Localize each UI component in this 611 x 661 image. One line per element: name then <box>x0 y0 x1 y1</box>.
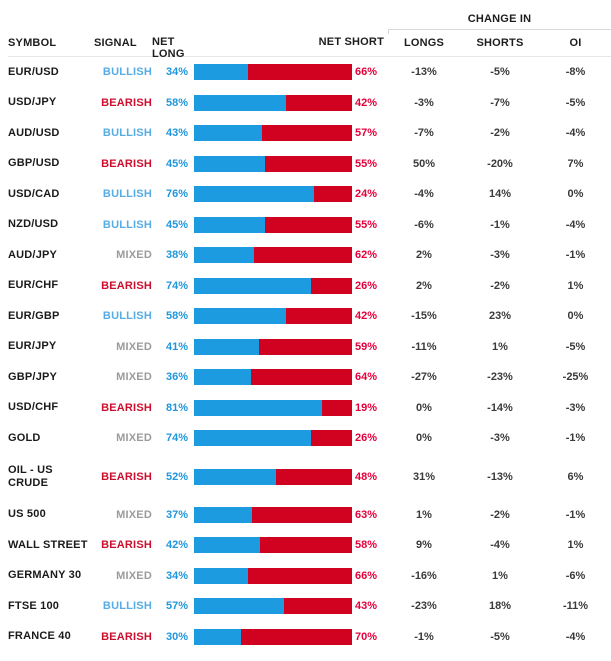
symbol-cell[interactable]: FTSE 100 <box>8 599 60 612</box>
change-shorts-value: -3% <box>490 249 510 262</box>
net-short-bar-segment <box>311 278 352 294</box>
net-short-value: 42% <box>355 310 378 323</box>
net-long-bar-segment <box>194 400 322 416</box>
net-short-value: 62% <box>355 249 378 262</box>
longs-column-header: LONGS <box>403 37 445 49</box>
symbol-cell[interactable]: EUR/JPY <box>8 340 57 353</box>
signal-cell: MIXED <box>116 249 152 262</box>
change-longs-value: -11% <box>411 340 437 353</box>
net-long-bar-segment <box>194 125 262 141</box>
change-shorts-value: 14% <box>488 188 512 201</box>
sentiment-bar <box>194 469 352 485</box>
signal-cell: MIXED <box>116 371 152 384</box>
net-long-value: 52% <box>165 470 188 483</box>
net-short-bar-segment <box>276 469 352 485</box>
change-in-label: CHANGE IN <box>467 13 532 25</box>
net-short-bar-segment <box>248 568 352 584</box>
table-row <box>8 301 611 332</box>
signal-cell: BEARISH <box>101 157 152 170</box>
signal-cell: BULLISH <box>102 310 152 323</box>
change-longs-value: -13% <box>411 66 437 79</box>
net-short-bar-segment <box>262 125 352 141</box>
net-short-column-header: NET SHORT <box>318 36 384 48</box>
symbol-cell[interactable]: US 500 <box>8 508 46 521</box>
net-long-value: 38% <box>165 249 188 262</box>
change-oi-value: 6% <box>567 470 584 483</box>
symbol-cell[interactable]: NZD/USD <box>8 218 59 231</box>
symbol-cell[interactable]: GOLD <box>8 431 41 444</box>
change-oi-value: 0% <box>567 188 584 201</box>
sentiment-bar <box>194 247 352 263</box>
sentiment-bar <box>194 598 352 614</box>
change-oi-value: -4% <box>565 630 586 643</box>
oi-column-header: OI <box>569 37 582 49</box>
net-short-bar-segment <box>314 186 352 202</box>
table-row <box>8 332 611 363</box>
net-long-bar-segment <box>194 339 259 355</box>
net-long-bar-segment <box>194 537 260 553</box>
change-oi-value: -11% <box>562 600 589 613</box>
table-row <box>8 423 611 454</box>
net-short-bar-segment <box>286 308 352 324</box>
change-longs-value: -15% <box>411 310 437 323</box>
net-long-value: 43% <box>165 127 188 140</box>
change-longs-value: 1% <box>416 508 432 521</box>
table-row <box>8 149 611 180</box>
net-short-bar-segment <box>248 64 352 80</box>
change-shorts-value: -1% <box>490 218 510 231</box>
change-longs-value: -16% <box>411 569 437 582</box>
sentiment-bar <box>194 629 352 645</box>
net-short-value: 48% <box>355 470 378 483</box>
net-long-value: 81% <box>165 401 188 414</box>
net-long-bar-segment <box>194 430 311 446</box>
table-row <box>8 88 611 119</box>
net-long-column-header: NET LONG <box>152 36 185 60</box>
net-short-value: 59% <box>355 340 378 353</box>
sentiment-bar <box>194 369 352 385</box>
net-short-bar-segment <box>241 629 352 645</box>
change-longs-value: -1% <box>414 630 434 643</box>
table-row <box>8 561 611 592</box>
change-shorts-value: -5% <box>490 630 510 643</box>
net-short-value: 19% <box>355 401 378 414</box>
net-long-bar-segment <box>194 278 311 294</box>
sentiment-bar <box>194 186 352 202</box>
change-oi-value: -4% <box>565 127 586 140</box>
change-longs-value: 31% <box>412 470 436 483</box>
change-oi-value: -25% <box>562 371 589 384</box>
net-short-value: 43% <box>355 600 378 613</box>
change-longs-value: -23% <box>411 600 437 613</box>
net-short-value: 64% <box>355 371 378 384</box>
net-short-bar-segment <box>265 156 352 172</box>
net-long-value: 45% <box>165 157 188 170</box>
net-long-value: 34% <box>165 66 188 79</box>
symbol-cell[interactable]: EUR/GBP <box>8 309 60 322</box>
change-oi-value: 7% <box>567 157 584 170</box>
net-short-bar-segment <box>259 339 352 355</box>
net-short-value: 66% <box>355 569 378 582</box>
change-in-group-header <box>388 13 611 30</box>
symbol-cell[interactable]: FRANCE 40 <box>8 630 71 643</box>
net-long-value: 74% <box>165 432 188 445</box>
net-long-value: 37% <box>165 508 188 521</box>
signal-cell: MIXED <box>116 432 152 445</box>
sentiment-bar <box>194 308 352 324</box>
net-short-value: 57% <box>355 127 378 140</box>
net-long-value: 34% <box>165 569 188 582</box>
net-short-bar-segment <box>311 430 352 446</box>
net-short-value: 70% <box>355 630 378 643</box>
net-short-value: 63% <box>355 508 378 521</box>
symbol-cell[interactable]: WALL STREET <box>8 538 88 551</box>
net-short-value: 26% <box>355 432 378 445</box>
change-longs-value: 2% <box>416 249 432 262</box>
change-longs-value: -27% <box>411 371 437 384</box>
table-row <box>8 271 611 302</box>
net-short-bar-segment <box>260 537 352 553</box>
table-row <box>8 500 611 531</box>
change-oi-value: -6% <box>565 569 586 582</box>
change-shorts-value: 23% <box>488 310 512 323</box>
change-shorts-value: -3% <box>490 432 510 445</box>
sentiment-bar <box>194 507 352 523</box>
change-longs-value: 50% <box>412 157 436 170</box>
change-oi-value: -5% <box>565 96 586 109</box>
shorts-column-header: SHORTS <box>476 37 524 49</box>
signal-cell: MIXED <box>116 569 152 582</box>
signal-cell: BEARISH <box>101 539 152 552</box>
net-long-bar-segment <box>194 629 241 645</box>
table-row <box>8 393 611 424</box>
change-longs-value: -6% <box>414 218 434 231</box>
table-row <box>8 454 611 500</box>
change-shorts-value: -2% <box>490 127 510 140</box>
net-long-value: 74% <box>165 279 188 292</box>
net-long-bar-segment <box>194 308 286 324</box>
net-short-bar-segment <box>265 217 352 233</box>
change-shorts-value: -7% <box>490 96 510 109</box>
signal-cell: BULLISH <box>102 600 152 613</box>
net-short-bar-segment <box>322 400 352 416</box>
change-shorts-value: 18% <box>488 600 512 613</box>
net-long-value: 41% <box>165 340 188 353</box>
sentiment-bar <box>194 537 352 553</box>
change-oi-value: -1% <box>565 508 586 521</box>
change-shorts-value: -13% <box>487 470 513 483</box>
table-column-header-row <box>8 30 611 60</box>
net-short-value: 55% <box>355 218 378 231</box>
net-long-bar-segment <box>194 507 252 523</box>
sentiment-bar <box>194 217 352 233</box>
symbol-cell[interactable]: USD/CAD <box>8 187 60 200</box>
symbol-cell[interactable]: EUR/USD <box>8 65 59 78</box>
change-longs-value: 2% <box>416 279 432 292</box>
signal-cell: BULLISH <box>102 218 152 231</box>
sentiment-bar <box>194 568 352 584</box>
change-shorts-value: -20% <box>487 157 513 170</box>
net-short-value: 66% <box>355 66 378 79</box>
sentiment-bar <box>194 64 352 80</box>
change-oi-value: 0% <box>567 310 584 323</box>
sentiment-bar <box>194 125 352 141</box>
net-short-value: 26% <box>355 279 378 292</box>
change-oi-value: -1% <box>565 432 586 445</box>
signal-column-header: SIGNAL <box>94 37 137 49</box>
table-row <box>8 591 611 622</box>
net-long-bar-segment <box>194 247 254 263</box>
net-long-value: 30% <box>165 630 188 643</box>
change-longs-value: 9% <box>416 539 432 552</box>
symbol-cell[interactable]: AUD/JPY <box>8 248 58 261</box>
net-short-bar-segment <box>251 369 352 385</box>
net-short-bar-segment <box>286 95 352 111</box>
change-longs-value: -4% <box>414 188 434 201</box>
change-oi-value: 1% <box>567 279 584 292</box>
signal-cell: BULLISH <box>102 66 152 79</box>
change-longs-value: -7% <box>414 127 434 140</box>
net-long-bar-segment <box>194 469 276 485</box>
net-long-bar-segment <box>194 217 265 233</box>
change-shorts-value: -2% <box>490 508 510 521</box>
signal-cell: BULLISH <box>102 127 152 140</box>
change-longs-value: 0% <box>416 401 432 414</box>
net-short-bar-segment <box>254 247 352 263</box>
table-row <box>8 362 611 393</box>
net-short-value: 42% <box>355 96 378 109</box>
net-long-bar-segment <box>194 156 265 172</box>
signal-cell: BEARISH <box>101 401 152 414</box>
table-group-header-row <box>8 0 611 30</box>
table-row <box>8 530 611 561</box>
symbol-cell[interactable]: AUD/USD <box>8 126 60 139</box>
change-shorts-value: -5% <box>490 66 510 79</box>
net-long-value: 42% <box>165 539 188 552</box>
net-long-bar-segment <box>194 568 248 584</box>
change-oi-value: -4% <box>565 218 586 231</box>
change-longs-value: 0% <box>416 432 432 445</box>
net-long-bar-segment <box>194 64 248 80</box>
signal-cell: MIXED <box>116 508 152 521</box>
change-oi-value: -3% <box>565 401 586 414</box>
sentiment-bar <box>194 278 352 294</box>
change-oi-value: -1% <box>565 249 586 262</box>
group-header-spacer <box>8 13 388 30</box>
symbol-cell[interactable]: EUR/CHF <box>8 279 59 292</box>
symbol-column-header: SYMBOL <box>8 37 57 49</box>
signal-cell: BEARISH <box>101 96 152 109</box>
table-row <box>8 179 611 210</box>
symbol-cell[interactable]: USD/CHF <box>8 401 59 414</box>
symbol-cell[interactable]: USD/JPY <box>8 96 57 109</box>
net-short-value: 24% <box>355 188 378 201</box>
signal-cell: MIXED <box>116 340 152 353</box>
sentiment-bar <box>194 339 352 355</box>
table-row <box>8 57 611 88</box>
change-longs-value: -3% <box>414 96 434 109</box>
net-long-bar-segment <box>194 369 251 385</box>
change-shorts-value: 1% <box>492 569 508 582</box>
net-long-value: 76% <box>165 188 188 201</box>
change-shorts-value: -2% <box>490 279 510 292</box>
table-row <box>8 240 611 271</box>
net-long-bar-segment <box>194 186 314 202</box>
sentiment-bar <box>194 95 352 111</box>
net-short-value: 58% <box>355 539 378 552</box>
change-shorts-value: -14% <box>487 401 513 414</box>
net-long-value: 57% <box>165 600 188 613</box>
sentiment-bar <box>194 156 352 172</box>
signal-cell: BEARISH <box>101 630 152 643</box>
change-oi-value: -8% <box>565 66 586 79</box>
change-shorts-value: 1% <box>492 340 508 353</box>
sentiment-bar <box>194 400 352 416</box>
net-long-bar-segment <box>194 598 284 614</box>
symbol-cell[interactable]: GBP/USD <box>8 157 60 170</box>
net-short-value: 55% <box>355 157 378 170</box>
net-long-value: 58% <box>165 310 188 323</box>
signal-cell: BULLISH <box>102 188 152 201</box>
change-oi-value: -5% <box>565 340 586 353</box>
net-long-value: 45% <box>165 218 188 231</box>
net-long-value: 36% <box>165 371 188 384</box>
change-oi-value: 1% <box>567 539 584 552</box>
table-row <box>8 622 611 653</box>
net-short-bar-segment <box>284 598 352 614</box>
table-row <box>8 210 611 241</box>
symbol-cell[interactable]: GBP/JPY <box>8 370 58 383</box>
net-short-bar-segment <box>252 507 352 523</box>
signal-cell: BEARISH <box>101 279 152 292</box>
net-long-bar-segment <box>194 95 286 111</box>
sentiment-table-body <box>8 56 611 652</box>
change-shorts-value: -4% <box>490 539 510 552</box>
net-long-value: 58% <box>165 96 188 109</box>
sentiment-bar <box>194 430 352 446</box>
change-shorts-value: -23% <box>487 371 513 384</box>
table-row <box>8 118 611 149</box>
symbol-cell[interactable]: OIL - US CRUDE <box>8 463 53 489</box>
symbol-cell[interactable]: GERMANY 30 <box>8 569 82 582</box>
signal-cell: BEARISH <box>101 470 152 483</box>
